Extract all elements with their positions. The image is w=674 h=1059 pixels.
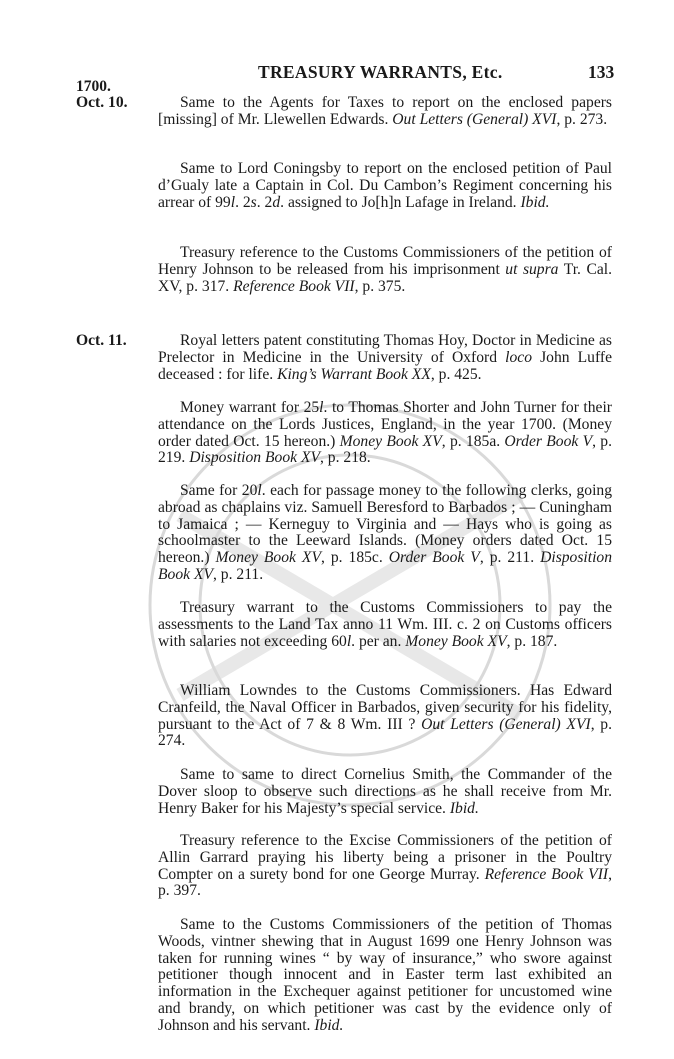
page-number: 133 [588,62,615,82]
entry-paragraph [158,245,612,295]
entry-text: , p. 211. [213,565,264,583]
entry-text: William Lowndes to the Customs Commissioners. Has Edward Cranfeild, the Naval Officer in Barbados, given security for his fidelity, pursuant to the Act of 7 & 8 Wm. III ? [158,682,612,733]
entry-text: Same to Lord Coningsby to report on the enclosed petition of Paul d’Gualy late a Captain in Col. Du Cambon’s Regiment concerning his arrear of 99 [158,160,612,211]
entry-text: , p. 187. [506,632,558,650]
italic-citation: ut supra [505,260,559,278]
entry-text: Same to the Customs Commissioners of the petition of Thomas Woods, vintner shewing that in August 1699 one Henry Johnson was taken for running wines “ by way of insurance,” who swore against petitioner though innocent and in Easter term last exhibited an information in the Exchequer against petitioner for uncustomed wine and brandy, on which petitioner was cast by the evidence only of Johnson and his servant. [158,916,612,1034]
entry-text: Tr. Cal. XV, p. 317. [158,260,612,295]
italic-citation: Disposition Book XV [189,449,320,467]
italic-citation: loco [505,348,532,366]
entry-paragraph [158,95,612,129]
entry-text: Same to the Agents for Taxes to report on the enclosed papers [missing] of Mr. Llewellen Edwards. [158,94,612,128]
entry-paragraph [158,400,612,467]
entry-text: Royal letters patent constituting Thomas Hoy, Doctor in Medicine as Prelector in Medicine in the University of Oxford [158,332,612,366]
italic-citation: l [346,632,352,650]
page-title: TREASURY WARRANTS, Etc. [258,62,503,82]
margin-date: Oct. 11. [76,332,127,349]
entry-text: . to Thomas Shorter and John Turner for their attendance on the Lords Justices, England, in the year 1700. (Money order dated Oct. 15 hereon.) [158,399,612,450]
entry-text: , p. 218. [320,449,371,467]
entry-text: , p. 185a. [441,432,505,450]
entry-text: , p. 273. [556,110,608,128]
italic-citation: Order Book V [388,549,480,567]
entry-paragraph [158,600,612,650]
margin-date: Oct. 10. [76,94,128,111]
entry-text: . per an. [351,632,406,650]
entry-text: Same to same to direct Cornelius Smith, the Commander of the Dover sloop to observe such directions as he shall receive from Mr. Henry Baker for his Majesty’s special service. [158,766,612,817]
entry-paragraph [158,333,612,383]
entry-paragraph [158,161,612,211]
year-label: 1700. [76,78,111,95]
italic-citation: Reference Book VII [484,865,609,883]
entry-text: Treasury reference to the Excise Commissioners of the petition of Allin Garrard praying his liberty being a prisoner in the Poultry Compter on a surety bond for one George Murray. [158,832,612,883]
italic-citation: d [272,193,281,211]
entry-text: Same for 20 [180,482,258,499]
entry-text: , p. 274. [158,715,612,750]
italic-citation: Out Letters (General) XVI [421,715,591,733]
entry-paragraph [158,683,612,750]
italic-citation: Money Book XV [339,432,442,450]
entry-text: . 2 [256,193,273,211]
entry-text: Treasury warrant to the Customs Commissioners to pay the assessments to the Land Tax anno 11 Wm. III. c. 2 on Customs officers with salaries not exceeding 60 [158,599,612,650]
italic-citation: l [230,193,236,211]
italic-citation: Money Book XV [405,632,507,650]
entry-text: . each for passage money to the following clerks, going abroad as chaplains viz. Samuell Beresford to Barbados ; — Cuningham to Jamaica ; — Kerneguy to Virginia and — Hays who is going as schoolmaster to the Leeward Islands. (Money orders dated Oct. 15 hereon.) [158,482,613,567]
entry-text: Money warrant for 25 [180,399,320,416]
entry-text: , p. 397. [158,865,612,900]
entry-text: . assigned to Jo[h]n Lafage in Ireland. [280,193,521,211]
entry-text: Treasury reference to the Customs Commissioners of the petition of Henry Johnson to be released from his imprisonment [158,244,612,278]
entry-text: John Luffe deceased : for life. [158,348,613,383]
italic-citation: Reference Book VII [233,277,355,295]
italic-citation: Order Book V [504,432,593,450]
entry-text: . 2 [235,193,251,211]
entry-paragraph [158,917,612,1035]
italic-citation: l [257,482,262,499]
italic-citation: l [319,399,324,416]
italic-citation: Disposition Book XV [158,549,613,583]
italic-citation: Money Book XV [215,549,321,567]
italic-citation: s [250,193,257,211]
entry-text: , p. 185c. [320,549,389,567]
entry-paragraph [158,483,612,584]
italic-citation: Out Letters (General) XVI [392,110,557,128]
entry-text: , p. 425. [430,365,482,383]
entry-paragraph [158,833,612,900]
italic-citation: King’s Warrant Book XX [277,365,431,383]
entry-text: , p. 219. [158,432,612,467]
entry-text: , p. 211. [479,549,541,567]
italic-citation: Ibid. [449,799,479,817]
entry-text: , p. 375. [354,277,406,295]
italic-citation: Ibid. [314,1016,344,1034]
entry-paragraph [158,767,612,817]
italic-citation: Ibid. [520,193,550,211]
